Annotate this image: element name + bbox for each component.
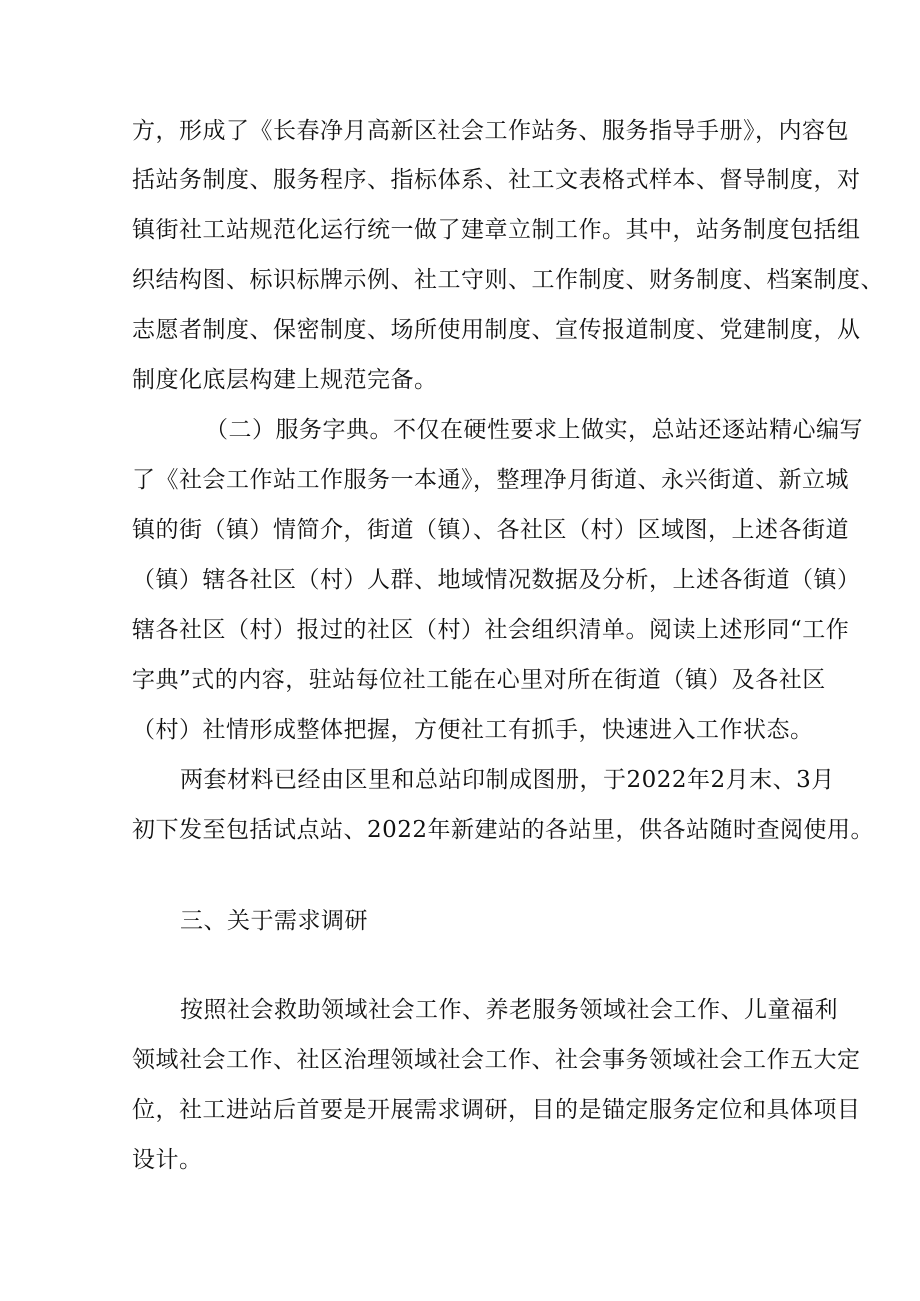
paragraph-line: 镇的街（镇）情简介，街道（镇）、各社区（村）区域图，上述各街道 xyxy=(132,517,849,543)
paragraph-line: 两套材料已经由区里和总站印制成图册，于2022年2月末、3月 xyxy=(180,767,835,793)
paragraph-line: 辖各社区（村）报过的社区（村）社会组织清单。阅读上述形同“工作 xyxy=(132,617,850,643)
paragraph-line: 初下发至包括试点站、2022年新建站的各站里，供各站随时查阅使用。 xyxy=(132,817,875,843)
section-heading-line: （二）服务字典。不仅在硬性要求上做实，总站还逐站精心编写 xyxy=(205,417,863,443)
paragraph-line: 了《社会工作站工作服务一本通》，整理净月街道、永兴街道、新立城 xyxy=(132,467,849,493)
paragraph-line: 志愿者制度、保密制度、场所使用制度、宣传报道制度、党建制度，从 xyxy=(132,317,861,343)
paragraph-line: 字典”式的内容，驻站每位社工能在心里对所在街道（镇）及各社区 xyxy=(132,667,826,693)
paragraph-line: 领域社会工作、社区治理领域社会工作、社会事务领域社会工作五大定 xyxy=(132,1047,861,1073)
paragraph-line: 织结构图、标识标牌示例、社工守则、工作制度、财务制度、档案制度、 xyxy=(132,267,884,293)
paragraph-line: 镇街社工站规范化运行统一做了建章立制工作。其中，站务制度包括组 xyxy=(132,217,861,243)
paragraph-line: 按照社会救助领域社会工作、养老服务领域社会工作、儿童福利 xyxy=(180,997,838,1023)
paragraph-line: 设计。 xyxy=(132,1147,203,1173)
paragraph-line: 制度化底层构建上规范完备。 xyxy=(132,367,438,393)
paragraph-line: 位，社工进站后首要是开展需求调研，目的是锚定服务定位和具体项目 xyxy=(132,1097,861,1123)
paragraph-line: （村）社情形成整体把握，方便社工有抓手，快速进入工作状态。 xyxy=(132,717,814,743)
section-heading: 三、关于需求调研 xyxy=(180,908,368,934)
paragraph-line: 方，形成了《长春净月高新区社会工作站务、服务指导手册》，内容包 xyxy=(132,118,849,144)
paragraph-line: （镇）辖各社区（村）人群、地域情况数据及分析，上述各街道（镇） xyxy=(132,567,861,593)
paragraph-line: 括站务制度、服务程序、指标体系、社工文表格式样本、督导制度，对 xyxy=(132,167,861,193)
